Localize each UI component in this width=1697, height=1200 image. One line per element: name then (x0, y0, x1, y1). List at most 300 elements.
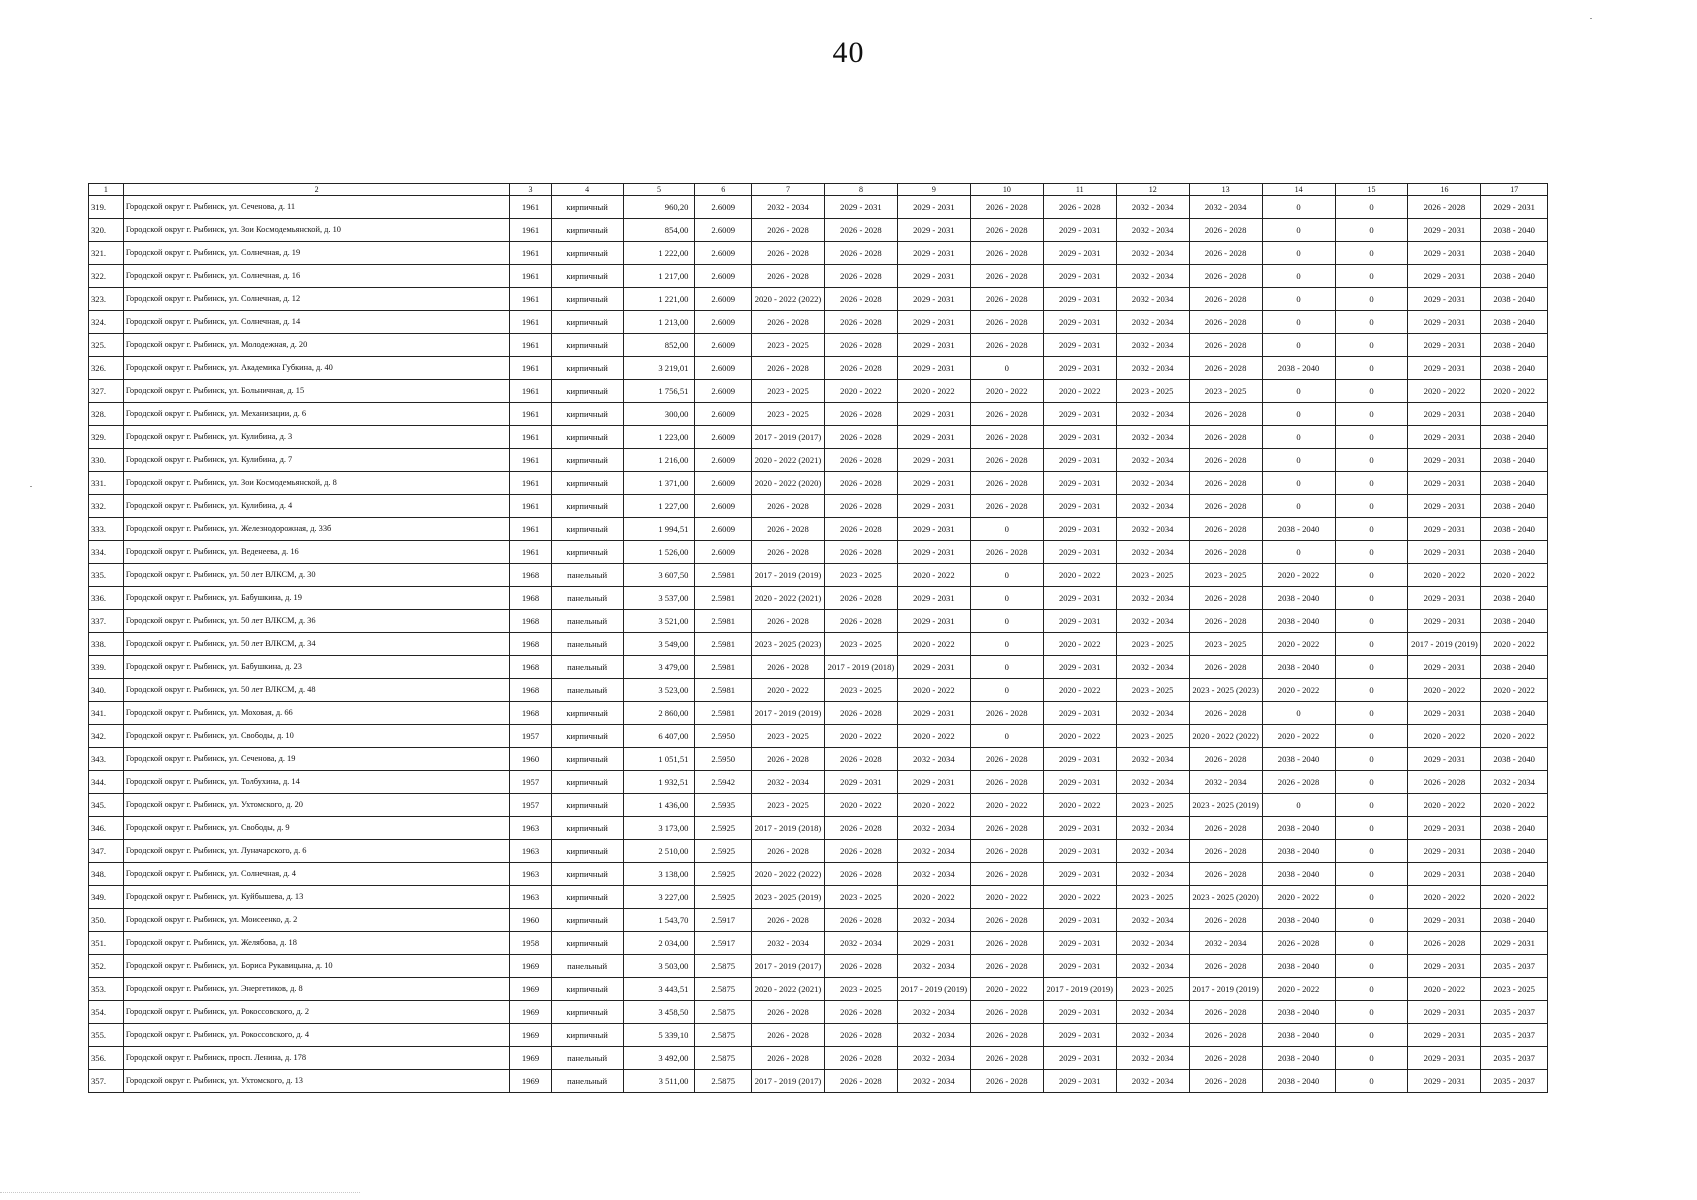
table-cell: Городской округ г. Рыбинск, ул. Академика Губкина, д. 40 (123, 357, 510, 380)
table-cell: 0 (1335, 932, 1408, 955)
table-cell: 2026 - 2028 (970, 817, 1043, 840)
table-cell: 2026 - 2028 (752, 495, 825, 518)
column-header: 7 (752, 184, 825, 196)
table-cell: 1 436,00 (623, 794, 695, 817)
table-cell: 2.5875 (695, 1070, 752, 1093)
table-cell: 2.6009 (695, 472, 752, 495)
table-row (89, 242, 1548, 265)
table-cell: 0 (1262, 311, 1335, 334)
table-cell: 2026 - 2028 (970, 541, 1043, 564)
table-row (89, 541, 1548, 564)
table-row (89, 518, 1548, 541)
table-cell: 852,00 (623, 334, 695, 357)
table-cell: Городской округ г. Рыбинск, ул. Бабушкина, д. 19 (123, 587, 510, 610)
table-cell: 2026 - 2028 (1189, 817, 1262, 840)
table-cell: 2032 - 2034 (1116, 1024, 1189, 1047)
table-cell: 1958 (510, 932, 551, 955)
table-cell: 2029 - 2031 (1043, 656, 1116, 679)
table-cell: 1 223,00 (623, 426, 695, 449)
table-cell: 1957 (510, 725, 551, 748)
table-cell: 2.6009 (695, 357, 752, 380)
table-cell: 2029 - 2031 (1043, 426, 1116, 449)
table-cell: 2017 - 2019 (2017) (752, 1070, 825, 1093)
table-cell: 2023 - 2025 (1116, 978, 1189, 1001)
table-cell: 1 051,51 (623, 748, 695, 771)
table-cell: 2026 - 2028 (752, 1047, 825, 1070)
table-cell: 2023 - 2025 (2023) (1189, 679, 1262, 702)
table-cell: 2038 - 2040 (1262, 656, 1335, 679)
table-row (89, 610, 1548, 633)
table-cell: 328. (89, 403, 124, 426)
table-cell: 1968 (510, 610, 551, 633)
table-cell: 3 503,00 (623, 955, 695, 978)
table-cell: 346. (89, 817, 124, 840)
table-row (89, 1024, 1548, 1047)
table-cell: 1961 (510, 380, 551, 403)
table-cell: 2029 - 2031 (897, 288, 970, 311)
table-cell: 354. (89, 1001, 124, 1024)
table-cell: 2032 - 2034 (824, 932, 897, 955)
table-cell: 2020 - 2022 (1408, 794, 1481, 817)
table-cell: 2032 - 2034 (1189, 196, 1262, 219)
table-cell: 2026 - 2028 (1189, 1024, 1262, 1047)
table-cell: 2029 - 2031 (1043, 495, 1116, 518)
table-cell: 2.5942 (695, 771, 752, 794)
table-cell: 2032 - 2034 (897, 1070, 970, 1093)
table-cell: Городской округ г. Рыбинск, ул. Ухтомского, д. 20 (123, 794, 510, 817)
table-cell: 2020 - 2022 (970, 978, 1043, 1001)
table-cell: панельный (551, 610, 623, 633)
table-cell: 2032 - 2034 (897, 1001, 970, 1024)
table-cell: кирпичный (551, 702, 623, 725)
table-cell: 0 (1335, 909, 1408, 932)
table-cell: 2.6009 (695, 334, 752, 357)
table-cell: 2017 - 2019 (2017) (752, 426, 825, 449)
table-cell: 2.5981 (695, 633, 752, 656)
table-cell: 2035 - 2037 (1481, 1047, 1548, 1070)
table-cell: 2020 - 2022 (1043, 380, 1116, 403)
table-cell: 2032 - 2034 (1116, 196, 1189, 219)
table-cell: 3 492,00 (623, 1047, 695, 1070)
table-cell: 2023 - 2025 (2023) (752, 633, 825, 656)
table-cell: 0 (1262, 380, 1335, 403)
table-cell: 2023 - 2025 (2019) (752, 886, 825, 909)
table-cell: кирпичный (551, 403, 623, 426)
table-cell: 3 138,00 (623, 863, 695, 886)
table-cell: 2026 - 2028 (1189, 311, 1262, 334)
table-cell: 335. (89, 564, 124, 587)
column-header: 4 (551, 184, 623, 196)
table-cell: 2026 - 2028 (970, 288, 1043, 311)
table-cell: Городской округ г. Рыбинск, ул. 50 лет ВЛКСМ, д. 34 (123, 633, 510, 656)
table-cell: 2032 - 2034 (1116, 311, 1189, 334)
table-cell: 0 (1335, 794, 1408, 817)
table-cell: Городской округ г. Рыбинск, ул. Веденеева, д. 16 (123, 541, 510, 564)
table-cell: 2026 - 2028 (1189, 1047, 1262, 1070)
table-row (89, 357, 1548, 380)
table-cell: 2020 - 2022 (897, 633, 970, 656)
table-cell: 2026 - 2028 (1189, 748, 1262, 771)
table-cell: 319. (89, 196, 124, 219)
table-cell: 1 932,51 (623, 771, 695, 794)
table-cell: 2026 - 2028 (1189, 840, 1262, 863)
table-cell: 2029 - 2031 (1408, 587, 1481, 610)
table-row (89, 495, 1548, 518)
table-cell: 2020 - 2022 (1481, 564, 1548, 587)
table-cell: 2023 - 2025 (1116, 633, 1189, 656)
table-cell: 3 549,00 (623, 633, 695, 656)
table-cell: 0 (970, 357, 1043, 380)
table-cell: 2026 - 2028 (1189, 702, 1262, 725)
table-cell: 2032 - 2034 (1116, 587, 1189, 610)
table-cell: 2.6009 (695, 196, 752, 219)
table-cell: 2026 - 2028 (1189, 472, 1262, 495)
table-cell: 2026 - 2028 (1408, 932, 1481, 955)
table-cell: кирпичный (551, 518, 623, 541)
table-cell: 2038 - 2040 (1481, 449, 1548, 472)
table-cell: кирпичный (551, 265, 623, 288)
table-cell: 2038 - 2040 (1262, 610, 1335, 633)
table-cell: 2029 - 2031 (1408, 610, 1481, 633)
table-cell: 2029 - 2031 (1043, 1070, 1116, 1093)
table-cell: 2.6009 (695, 426, 752, 449)
table-cell: 1963 (510, 886, 551, 909)
table-cell: кирпичный (551, 380, 623, 403)
table-cell: 2029 - 2031 (1043, 955, 1116, 978)
table-cell: 2020 - 2022 (1043, 886, 1116, 909)
table-cell: 2026 - 2028 (824, 334, 897, 357)
table-cell: 2029 - 2031 (1043, 610, 1116, 633)
table-cell: 2032 - 2034 (1116, 656, 1189, 679)
table-cell: 2029 - 2031 (1408, 702, 1481, 725)
table-cell: 2026 - 2028 (970, 909, 1043, 932)
scan-artifact-line (0, 1192, 360, 1193)
table-cell: кирпичный (551, 219, 623, 242)
table-cell: панельный (551, 679, 623, 702)
table-cell: 0 (1262, 794, 1335, 817)
column-header: 1 (89, 184, 124, 196)
table-cell: 2026 - 2028 (752, 840, 825, 863)
table-cell: 2.5917 (695, 909, 752, 932)
table-cell: 2020 - 2022 (2021) (752, 587, 825, 610)
table-cell: 2026 - 2028 (1189, 426, 1262, 449)
table-cell: 2029 - 2031 (1408, 1024, 1481, 1047)
table-cell: 2029 - 2031 (897, 495, 970, 518)
table-cell: 2029 - 2031 (1408, 955, 1481, 978)
table-cell: 2.6009 (695, 288, 752, 311)
table-cell: 337. (89, 610, 124, 633)
table-cell: Городской округ г. Рыбинск, ул. Кулибина, д. 3 (123, 426, 510, 449)
table-cell: кирпичный (551, 978, 623, 1001)
table-cell: 2017 - 2019 (2017) (752, 955, 825, 978)
table-cell: 2029 - 2031 (897, 518, 970, 541)
table-cell: 2038 - 2040 (1481, 288, 1548, 311)
table-cell: 2.5935 (695, 794, 752, 817)
table-cell: 0 (970, 587, 1043, 610)
table-cell: 2.5875 (695, 1047, 752, 1070)
table-cell: Городской округ г. Рыбинск, ул. Толбухина, д. 14 (123, 771, 510, 794)
table-cell: 1969 (510, 955, 551, 978)
table-cell: 2032 - 2034 (1481, 771, 1548, 794)
table-cell: 2032 - 2034 (897, 909, 970, 932)
table-cell: 0 (1335, 1047, 1408, 1070)
table-cell: Городской округ г. Рыбинск, ул. 50 лет ВЛКСМ, д. 36 (123, 610, 510, 633)
table-cell: 2020 - 2022 (1408, 725, 1481, 748)
table-cell: 2032 - 2034 (1116, 863, 1189, 886)
table-cell: 5 339,10 (623, 1024, 695, 1047)
table-cell: 2020 - 2022 (1043, 725, 1116, 748)
table-cell: 1969 (510, 1024, 551, 1047)
table-cell: 2029 - 2031 (1043, 1047, 1116, 1070)
table-cell: 2032 - 2034 (1116, 955, 1189, 978)
table-cell: 2026 - 2028 (824, 265, 897, 288)
table-cell: 2020 - 2022 (824, 725, 897, 748)
table-cell: 2038 - 2040 (1481, 610, 1548, 633)
table-cell: 2038 - 2040 (1481, 265, 1548, 288)
table-cell: 2020 - 2022 (1481, 633, 1548, 656)
table-cell: Городской округ г. Рыбинск, просп. Ленина, д. 178 (123, 1047, 510, 1070)
table-cell: 2029 - 2031 (1043, 1001, 1116, 1024)
table-cell: 2026 - 2028 (970, 196, 1043, 219)
table-cell: 2.5925 (695, 817, 752, 840)
table-cell: 3 458,50 (623, 1001, 695, 1024)
table-cell: 2026 - 2028 (824, 610, 897, 633)
table-cell: 2.5875 (695, 955, 752, 978)
table-cell: 0 (1335, 380, 1408, 403)
table-cell: 2026 - 2028 (1189, 334, 1262, 357)
table-cell: 2020 - 2022 (2022) (752, 288, 825, 311)
table-cell: 2038 - 2040 (1481, 495, 1548, 518)
table-cell: 2029 - 2031 (1408, 357, 1481, 380)
table-cell: Городской округ г. Рыбинск, ул. Сеченова, д. 19 (123, 748, 510, 771)
column-header: 13 (1189, 184, 1262, 196)
table-cell: 334. (89, 541, 124, 564)
table-cell: 2026 - 2028 (824, 403, 897, 426)
table-cell: 0 (1335, 725, 1408, 748)
table-cell: 2029 - 2031 (897, 265, 970, 288)
table-cell: 2032 - 2034 (1116, 334, 1189, 357)
table-row (89, 449, 1548, 472)
table-cell: 2026 - 2028 (970, 702, 1043, 725)
table-cell: кирпичный (551, 725, 623, 748)
table-cell: 1961 (510, 311, 551, 334)
table-cell: 1961 (510, 288, 551, 311)
table-cell: 2029 - 2031 (1043, 587, 1116, 610)
table-cell: 0 (1335, 219, 1408, 242)
table-cell: 2020 - 2022 (970, 886, 1043, 909)
table-cell: 960,20 (623, 196, 695, 219)
table-row (89, 196, 1548, 219)
table-cell: 348. (89, 863, 124, 886)
table-cell: Городской округ г. Рыбинск, ул. Солнечная, д. 16 (123, 265, 510, 288)
table-cell: 2029 - 2031 (1043, 265, 1116, 288)
table-cell: 2029 - 2031 (1043, 334, 1116, 357)
column-header: 2 (123, 184, 510, 196)
table-cell: Городской округ г. Рыбинск, ул. Ухтомского, д. 13 (123, 1070, 510, 1093)
table-cell: 2032 - 2034 (1116, 817, 1189, 840)
table-cell: 0 (1262, 702, 1335, 725)
table-cell: панельный (551, 564, 623, 587)
table-cell: 2029 - 2031 (897, 587, 970, 610)
table-cell: 1961 (510, 449, 551, 472)
table-cell: 1968 (510, 656, 551, 679)
scan-speck (1590, 18, 1592, 19)
table-cell: 2029 - 2031 (824, 771, 897, 794)
table-cell: 3 173,00 (623, 817, 695, 840)
table-cell: 2020 - 2022 (1481, 886, 1548, 909)
table-cell: Городской округ г. Рыбинск, ул. Кулибина, д. 7 (123, 449, 510, 472)
table-cell: 2029 - 2031 (1408, 495, 1481, 518)
table-cell: 2038 - 2040 (1481, 541, 1548, 564)
table-row (89, 840, 1548, 863)
table-cell: 0 (1335, 518, 1408, 541)
table-cell: 0 (1335, 955, 1408, 978)
table-cell: 1961 (510, 334, 551, 357)
table-cell: панельный (551, 955, 623, 978)
table-row (89, 702, 1548, 725)
table-cell: Городской округ г. Рыбинск, ул. Желябова, д. 18 (123, 932, 510, 955)
table-cell: 2026 - 2028 (752, 242, 825, 265)
table-cell: 2032 - 2034 (1116, 748, 1189, 771)
table-cell: 2026 - 2028 (752, 1001, 825, 1024)
table-cell: 2026 - 2028 (752, 541, 825, 564)
table-cell: 0 (1335, 403, 1408, 426)
table-cell: 347. (89, 840, 124, 863)
table-cell: 2029 - 2031 (1043, 518, 1116, 541)
table-cell: Городской округ г. Рыбинск, ул. Больничная, д. 15 (123, 380, 510, 403)
table-cell: 0 (1335, 1024, 1408, 1047)
table-cell: Городской округ г. Рыбинск, ул. Сеченова, д. 11 (123, 196, 510, 219)
table-cell: 1961 (510, 495, 551, 518)
table-cell: 326. (89, 357, 124, 380)
table-cell: 2020 - 2022 (970, 794, 1043, 817)
table-row (89, 564, 1548, 587)
table-cell: 2023 - 2025 (752, 380, 825, 403)
table-cell: 2020 - 2022 (1481, 679, 1548, 702)
table-cell: 0 (970, 518, 1043, 541)
table-row (89, 679, 1548, 702)
table-cell: Городской округ г. Рыбинск, ул. Свободы, д. 9 (123, 817, 510, 840)
table-cell: 2029 - 2031 (1043, 219, 1116, 242)
table-cell: кирпичный (551, 771, 623, 794)
table-cell: 2038 - 2040 (1262, 748, 1335, 771)
table-cell: 2032 - 2034 (752, 932, 825, 955)
table-cell: 3 607,50 (623, 564, 695, 587)
table-cell: 0 (1335, 587, 1408, 610)
column-header: 17 (1481, 184, 1548, 196)
table-cell: 2026 - 2028 (824, 863, 897, 886)
table-cell: 2029 - 2031 (1408, 288, 1481, 311)
table-cell: 3 521,00 (623, 610, 695, 633)
table-cell: 2026 - 2028 (970, 955, 1043, 978)
table-row (89, 955, 1548, 978)
table-cell: кирпичный (551, 288, 623, 311)
table-cell: 2 510,00 (623, 840, 695, 863)
table-cell: 2026 - 2028 (752, 1024, 825, 1047)
table-cell: 3 443,51 (623, 978, 695, 1001)
table-cell: 327. (89, 380, 124, 403)
table-cell: 0 (970, 633, 1043, 656)
table-cell: 357. (89, 1070, 124, 1093)
table-cell: панельный (551, 1070, 623, 1093)
table-cell: 2020 - 2022 (1408, 978, 1481, 1001)
table-cell: Городской округ г. Рыбинск, ул. Солнечная, д. 12 (123, 288, 510, 311)
table-cell: панельный (551, 633, 623, 656)
table-cell: 2.6009 (695, 219, 752, 242)
table-cell: 0 (1262, 472, 1335, 495)
table-cell: 0 (1335, 1070, 1408, 1093)
table-cell: 2032 - 2034 (1116, 426, 1189, 449)
table-cell: 2032 - 2034 (1189, 932, 1262, 955)
table-cell: 1961 (510, 426, 551, 449)
table-cell: 2026 - 2028 (824, 495, 897, 518)
table-cell: 1 994,51 (623, 518, 695, 541)
table-cell: 2032 - 2034 (1116, 1047, 1189, 1070)
table-cell: 2029 - 2031 (1408, 748, 1481, 771)
table-cell: 2032 - 2034 (1116, 1001, 1189, 1024)
table-cell: 2020 - 2022 (2021) (752, 449, 825, 472)
table-cell: 0 (1335, 633, 1408, 656)
table-row (89, 403, 1548, 426)
table-cell: 2029 - 2031 (897, 932, 970, 955)
table-cell: 2023 - 2025 (824, 564, 897, 587)
table-cell: 2.5875 (695, 1024, 752, 1047)
table-cell: 2.5875 (695, 978, 752, 1001)
table-cell: 854,00 (623, 219, 695, 242)
table-cell: 2.6009 (695, 518, 752, 541)
table-cell: 2.6009 (695, 265, 752, 288)
table-cell: 2029 - 2031 (897, 242, 970, 265)
table-cell: 2026 - 2028 (1189, 242, 1262, 265)
table-cell: 2023 - 2025 (752, 725, 825, 748)
table-cell: 1 526,00 (623, 541, 695, 564)
table-cell: 2032 - 2034 (897, 955, 970, 978)
table-cell: 2029 - 2031 (1043, 288, 1116, 311)
table-cell: 1969 (510, 1070, 551, 1093)
table-cell: 2026 - 2028 (970, 472, 1043, 495)
table-cell: 0 (1335, 840, 1408, 863)
table-cell: 2026 - 2028 (824, 955, 897, 978)
table-cell: 2032 - 2034 (1116, 495, 1189, 518)
table-cell: Городской округ г. Рыбинск, ул. Механизации, д. 6 (123, 403, 510, 426)
table-cell: 1969 (510, 978, 551, 1001)
table-cell: 2029 - 2031 (897, 334, 970, 357)
table-cell: 2032 - 2034 (897, 1024, 970, 1047)
table-cell: кирпичный (551, 932, 623, 955)
table-cell: 2023 - 2025 (1189, 380, 1262, 403)
table-cell: 1957 (510, 794, 551, 817)
table-cell: 1961 (510, 219, 551, 242)
table-row (89, 633, 1548, 656)
table-cell: 2026 - 2028 (824, 426, 897, 449)
table-cell: 2029 - 2031 (1043, 472, 1116, 495)
table-cell: 2038 - 2040 (1262, 518, 1335, 541)
table-cell: 2038 - 2040 (1262, 817, 1335, 840)
table-cell: 2026 - 2028 (824, 840, 897, 863)
table-cell: 3 219,01 (623, 357, 695, 380)
table-cell: 0 (970, 610, 1043, 633)
table-cell: 0 (1262, 219, 1335, 242)
table-cell: 2026 - 2028 (1189, 518, 1262, 541)
table-cell: 2032 - 2034 (1116, 518, 1189, 541)
table-cell: 1963 (510, 817, 551, 840)
table-cell: 2.6009 (695, 449, 752, 472)
table-cell: Городской округ г. Рыбинск, ул. 50 лет ВЛКСМ, д. 48 (123, 679, 510, 702)
table-cell: 2029 - 2031 (1408, 265, 1481, 288)
table-cell: 2.5925 (695, 840, 752, 863)
table-cell: кирпичный (551, 886, 623, 909)
table-cell: 2020 - 2022 (1481, 380, 1548, 403)
